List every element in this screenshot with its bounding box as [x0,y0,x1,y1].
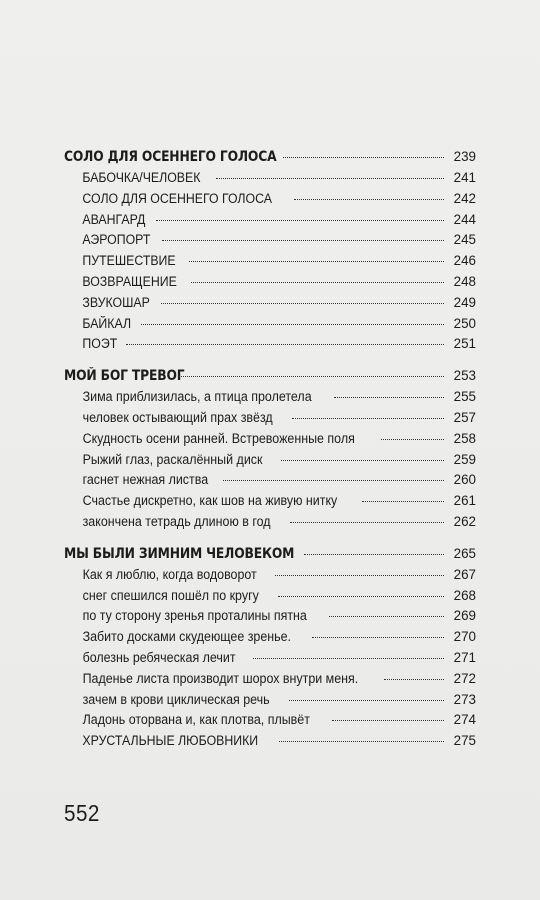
dot-leader [384,679,444,680]
page-number: 273 [453,691,476,707]
section-title: МЫ БЫЛИ ЗИМНИМ ЧЕЛОВЕКОМ [64,545,295,562]
entry-title: БАЙКАЛ [82,315,132,331]
toc-entry [64,272,476,293]
page-number: 275 [453,733,476,749]
page-number: 257 [453,409,476,425]
toc-entry [64,648,476,669]
dot-leader [189,261,444,262]
section-title: СОЛО ДЛЯ ОСЕННЕГО ГОЛОСА [64,149,277,165]
table-of-contents [64,146,476,762]
entry-title: АВАНГАРД [82,211,146,227]
dot-leader [156,220,444,221]
toc-entry [64,606,476,627]
entry-title: Забито досками скудеющее зренье. [82,629,292,645]
entry-title: по ту сторону зренья проталины пятна [82,608,307,624]
entry-title: Рыжий глаз, раскалённый диск [82,451,263,467]
page-number: 251 [453,336,476,352]
page-number: 249 [453,294,476,310]
page-number: 260 [453,472,476,488]
dot-leader [334,397,444,398]
toc-entry [64,429,476,450]
dot-leader [278,596,444,597]
toc-entry [64,210,476,231]
toc-entry [64,470,476,491]
dot-leader [191,282,444,283]
page-number: 258 [453,430,476,446]
toc-entry [64,669,476,690]
page-number: 241 [453,170,476,185]
dot-leader [304,554,444,555]
entry-title: болезнь ребяческая лечит [82,649,236,665]
toc-entry [64,690,476,711]
toc-section-heading [64,365,476,387]
entry-title: Зима приблизилась, а птица пролетела [82,389,312,405]
toc-section-heading [64,543,476,565]
toc-entry [64,586,476,607]
entry-title: Счастье дискретно, как шов на живую нитку [82,493,338,509]
section-title: МОЙ БОГ ТРЕВОГ [64,368,185,385]
toc-entry [64,731,476,752]
toc-section [64,146,476,355]
folio-page-number: 552 [64,800,100,826]
dot-leader [162,240,444,241]
dot-leader [126,344,444,345]
toc-entry [64,293,476,314]
page-number: 248 [453,273,476,289]
entry-title: ХРУСТАЛЬНЫЕ ЛЮБОВНИКИ [82,733,259,749]
dot-leader [290,522,444,523]
toc-entry [64,230,476,251]
page-number: 261 [453,493,476,509]
toc-entry [64,189,476,210]
page-number: 245 [453,232,476,248]
toc-entry [64,491,476,512]
toc-entry [64,387,476,408]
page-number: 274 [453,712,476,728]
entry-title: зачем в крови циклическая речь [82,691,270,707]
page-number: 246 [453,253,476,269]
dot-leader [161,303,444,304]
page-number: 268 [453,587,476,603]
page-number: 250 [453,315,476,331]
toc-entry [64,334,476,355]
toc-entry [64,627,476,648]
page-number: 239 [453,149,476,164]
entry-title: БАБОЧКА/ЧЕЛОВЕК [82,170,201,185]
page-number: 259 [453,451,476,467]
page-number: 265 [453,545,476,561]
dot-leader [279,741,444,742]
entry-title: Паденье листа производит шорох внутри меня. [82,670,359,686]
dot-leader [381,439,444,440]
dot-leader [275,575,444,576]
toc-entry [64,450,476,471]
page-number: 253 [453,368,476,384]
dot-leader [362,501,444,502]
dot-leader [329,616,444,617]
entry-title: ЗВУКОШАР [82,294,150,310]
entry-title: человек остывающий прах звёзд [82,409,273,425]
page-number: 262 [453,513,476,529]
entry-title: Скудность осени ранней. Встревоженные поля [82,430,355,446]
entry-title: Как я люблю, когда водоворот [82,566,257,582]
dot-leader [179,376,444,377]
dot-leader [332,720,444,721]
entry-title: снег спешился пошёл по кругу [82,587,259,603]
toc-entry [64,710,476,731]
page-number: 242 [453,190,476,206]
dot-leader [292,418,444,419]
toc-entry [64,168,476,189]
dot-leader [294,199,444,200]
toc-entry [64,565,476,586]
toc-entry [64,251,476,272]
page-number: 255 [453,389,476,405]
toc-section [64,365,476,533]
entry-title: СОЛО ДЛЯ ОСЕННЕГО ГОЛОСА [82,190,272,206]
dot-leader [283,157,444,158]
entry-title: АЭРОПОРТ [82,232,151,248]
entry-title: ВОЗВРАЩЕНИЕ [82,273,177,289]
page-number: 271 [453,649,476,665]
toc-entry [64,512,476,533]
dot-leader [216,178,444,179]
dot-leader [141,324,444,325]
dot-leader [223,480,444,481]
page-number: 270 [453,629,476,645]
page-number: 269 [453,608,476,624]
toc-section [64,543,476,752]
page-number: 267 [453,566,476,582]
entry-title: закончена тетрадь длиною в год [82,513,271,529]
dot-leader [253,658,445,659]
page-number: 272 [453,670,476,686]
toc-entry [64,408,476,429]
entry-title: ПОЭТ [82,336,118,352]
entry-title: гаснет нежная листва [82,472,209,488]
dot-leader [312,637,444,638]
entry-title: Ладонь оторвана и, как плотва, плывёт [82,712,310,728]
page-number: 244 [453,211,476,227]
entry-title: ПУТЕШЕСТВИЕ [82,253,176,269]
dot-leader [281,460,444,461]
toc-section-heading [64,146,476,168]
toc-entry [64,314,476,335]
dot-leader [289,700,444,701]
